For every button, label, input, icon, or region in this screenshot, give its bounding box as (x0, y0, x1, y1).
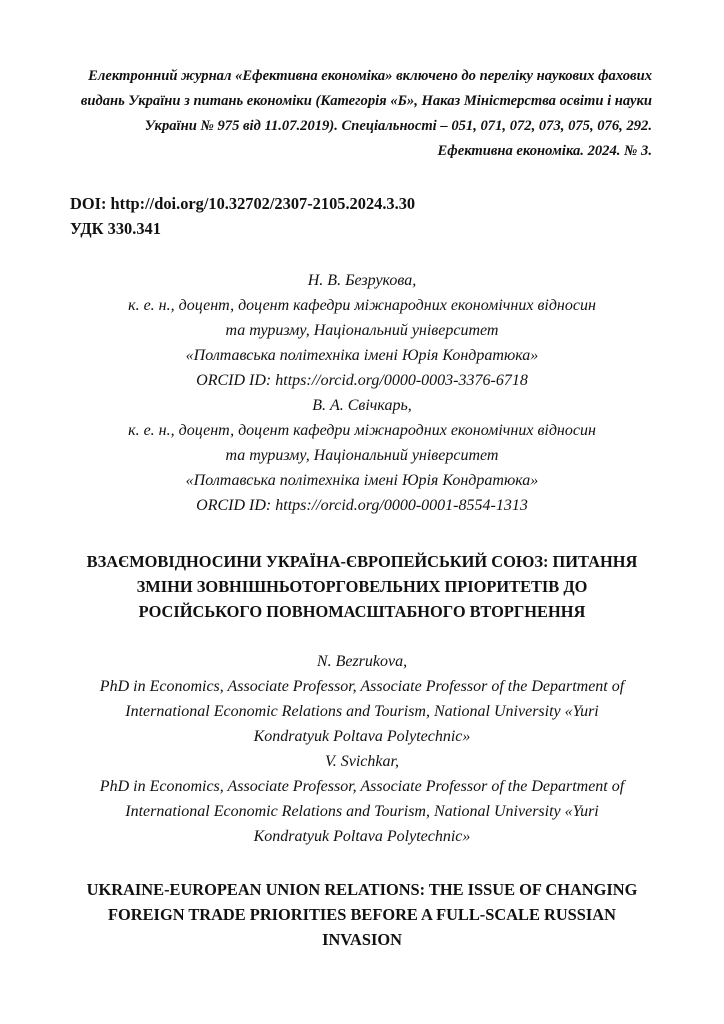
article-title-english (40, 877, 684, 952)
authors-english (40, 649, 684, 849)
author-affiliation-line: International Economic Relations and Tourism, National University «Yuri (125, 703, 599, 720)
author-name: Н. В. Безрукова, (307, 272, 417, 289)
author-affiliation-line: International Economic Relations and Tourism, National University «Yuri (125, 803, 599, 820)
title-line: ЗМІНИ ЗОВНІШНЬОТОРГОВЕЛЬНИХ ПРІОРИТЕТІВ ДО (136, 577, 588, 596)
author-affiliation-line: «Полтавська політехніка імені Юрія Кондратюка» (185, 347, 539, 364)
title-line: FOREIGN TRADE PRIORITIES BEFORE A FULL-SCALE RUSSIAN (108, 905, 616, 924)
author-affiliation-line: Kondratyuk Poltava Polytechnic» (253, 728, 471, 745)
authors-ukrainian (40, 268, 684, 518)
journal-citation: Ефективна економіка. 2024. № 3. (437, 143, 652, 159)
author-orcid-link[interactable]: ORCID ID: https://orcid.org/0000-0003-3376-6718 (196, 372, 528, 389)
title-line: UKRAINE-EUROPEAN UNION RELATIONS: THE ISSUE OF CHANGING (86, 880, 638, 899)
author-orcid-link[interactable]: ORCID ID: https://orcid.org/0000-0001-8554-1313 (196, 497, 528, 514)
doi-link[interactable]: DOI: http://doi.org/10.32702/2307-2105.2024.3.30 (70, 194, 416, 213)
author-affiliation-line: та туризму, Національний університет (225, 447, 499, 464)
journal-header-line: України № 975 від 11.07.2019). Спеціальності – 051, 071, 072, 073, 075, 076, 292. (144, 118, 652, 134)
title-line: INVASION (322, 930, 402, 949)
author-name: В. А. Свічкарь, (312, 397, 412, 414)
article-identifiers (70, 191, 415, 241)
journal-header-line: Електронний журнал «Ефективна економіка» включено до переліку наукових фахових (88, 68, 652, 84)
article-title-ukrainian (40, 549, 684, 624)
author-affiliation-line: PhD in Economics, Associate Professor, Associate Professor of the Department of (99, 778, 625, 795)
title-line: РОСІЙСЬКОГО ПОВНОМАСШТАБНОГО ВТОРГНЕННЯ (138, 602, 586, 621)
author-affiliation-line: к. е. н., доцент, доцент кафедри міжнародних економічних відносин (128, 422, 596, 439)
author-affiliation-line: PhD in Economics, Associate Professor, Associate Professor of the Department of (99, 678, 625, 695)
author-affiliation-line: к. е. н., доцент, доцент кафедри міжнародних економічних відносин (128, 297, 596, 314)
journal-header (60, 64, 652, 164)
author-name: V. Svichkar, (325, 753, 399, 770)
author-name: N. Bezrukova, (316, 653, 408, 670)
author-affiliation-line: та туризму, Національний університет (225, 322, 499, 339)
journal-header-line: видань України з питань економіки (Категорія «Б», Наказ Міністерства освіти і науки (80, 93, 652, 109)
author-affiliation-line: Kondratyuk Poltava Polytechnic» (253, 828, 471, 845)
udc-code: УДК 330.341 (70, 219, 161, 238)
title-line: ВЗАЄМОВІДНОСИНИ УКРАЇНА-ЄВРОПЕЙСЬКИЙ СОЮЗ: ПИТАННЯ (86, 552, 638, 571)
author-affiliation-line: «Полтавська політехніка імені Юрія Кондратюка» (185, 472, 539, 489)
